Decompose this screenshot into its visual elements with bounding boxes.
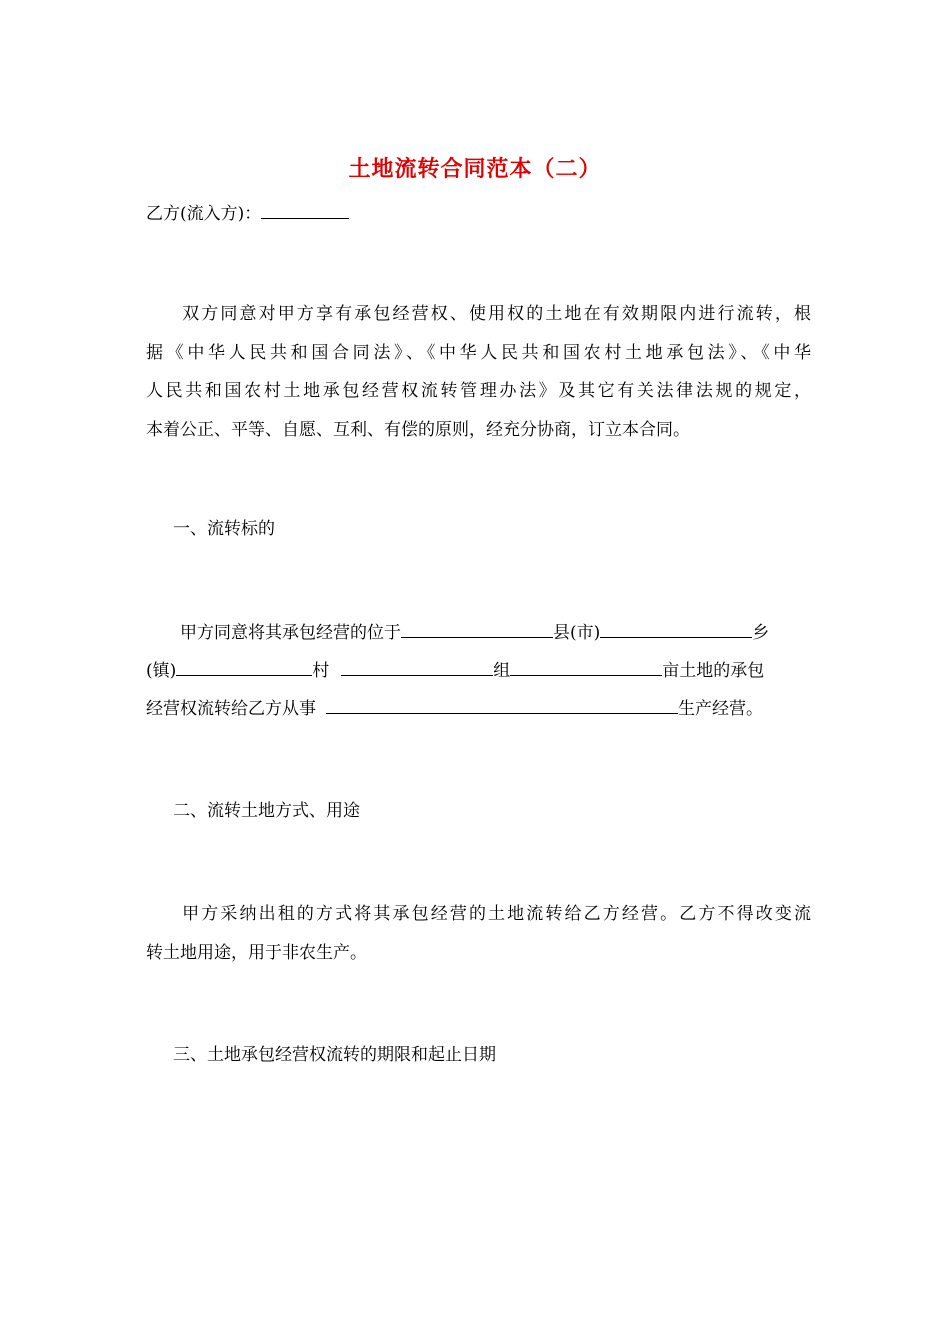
town-label: (镇) [146, 661, 177, 681]
intro-line-2: 据《中华人民共和国合同法》、《中华人民共和国农村土地承包法》、《中华 [146, 342, 811, 363]
section-3-heading: 三、土地承包经营权流转的期限和起止日期 [173, 1045, 496, 1065]
village-blank[interactable] [341, 661, 493, 676]
section-1-line-3 [146, 690, 811, 728]
party-b-label: 乙方(流入方)： [146, 204, 262, 224]
party-b-blank[interactable] [261, 204, 349, 219]
section-1-heading: 一、流转标的 [173, 519, 275, 539]
section-1-text-i: 生产经营。 [678, 699, 763, 719]
intro-line-4: 本着公正、平等、自愿、互利、有偿的原则，经充分协商，订立本合同。 [146, 419, 690, 440]
section-1-line-1 [146, 614, 811, 652]
group-blank[interactable] [510, 661, 662, 676]
intro-line-3: 人民共和国农村土地承包经营权流转管理办法》及其它有关法律法规的规定， [146, 381, 811, 401]
intro-paragraph [146, 295, 811, 449]
acre-label: 亩土地的承包 [662, 661, 765, 681]
production-blank[interactable] [326, 699, 678, 714]
section-2-heading: 二、流转土地方式、用途 [173, 801, 360, 821]
party-b-line [146, 195, 811, 233]
village-label: 村 [312, 661, 330, 681]
section-1-text-a: 甲方同意将其承包经营的位于 [180, 623, 401, 643]
section-2-line-1: 甲方采纳出租的方式将其承包经营的土地流转给乙方经营。乙方不得改变流 [180, 904, 811, 924]
section-1-line-2 [146, 652, 811, 690]
township-label: 乡 [752, 623, 770, 643]
location-blank[interactable] [401, 623, 553, 638]
section-1-text-h: 经营权流转给乙方从事 [146, 699, 316, 719]
town-blank[interactable] [176, 661, 312, 676]
document-title: 土地流转合同范本（二） [348, 156, 602, 182]
county-blank[interactable] [600, 623, 752, 638]
county-label: 县(市) [553, 623, 601, 643]
group-label: 组 [493, 661, 511, 681]
section-2-paragraph [146, 895, 811, 972]
section-2-line-2: 转土地用途，用于非农生产。 [146, 942, 367, 963]
intro-line-1: 双方同意对甲方享有承包经营权、使用权的土地在有效期限内进行流转，根 [180, 304, 811, 324]
